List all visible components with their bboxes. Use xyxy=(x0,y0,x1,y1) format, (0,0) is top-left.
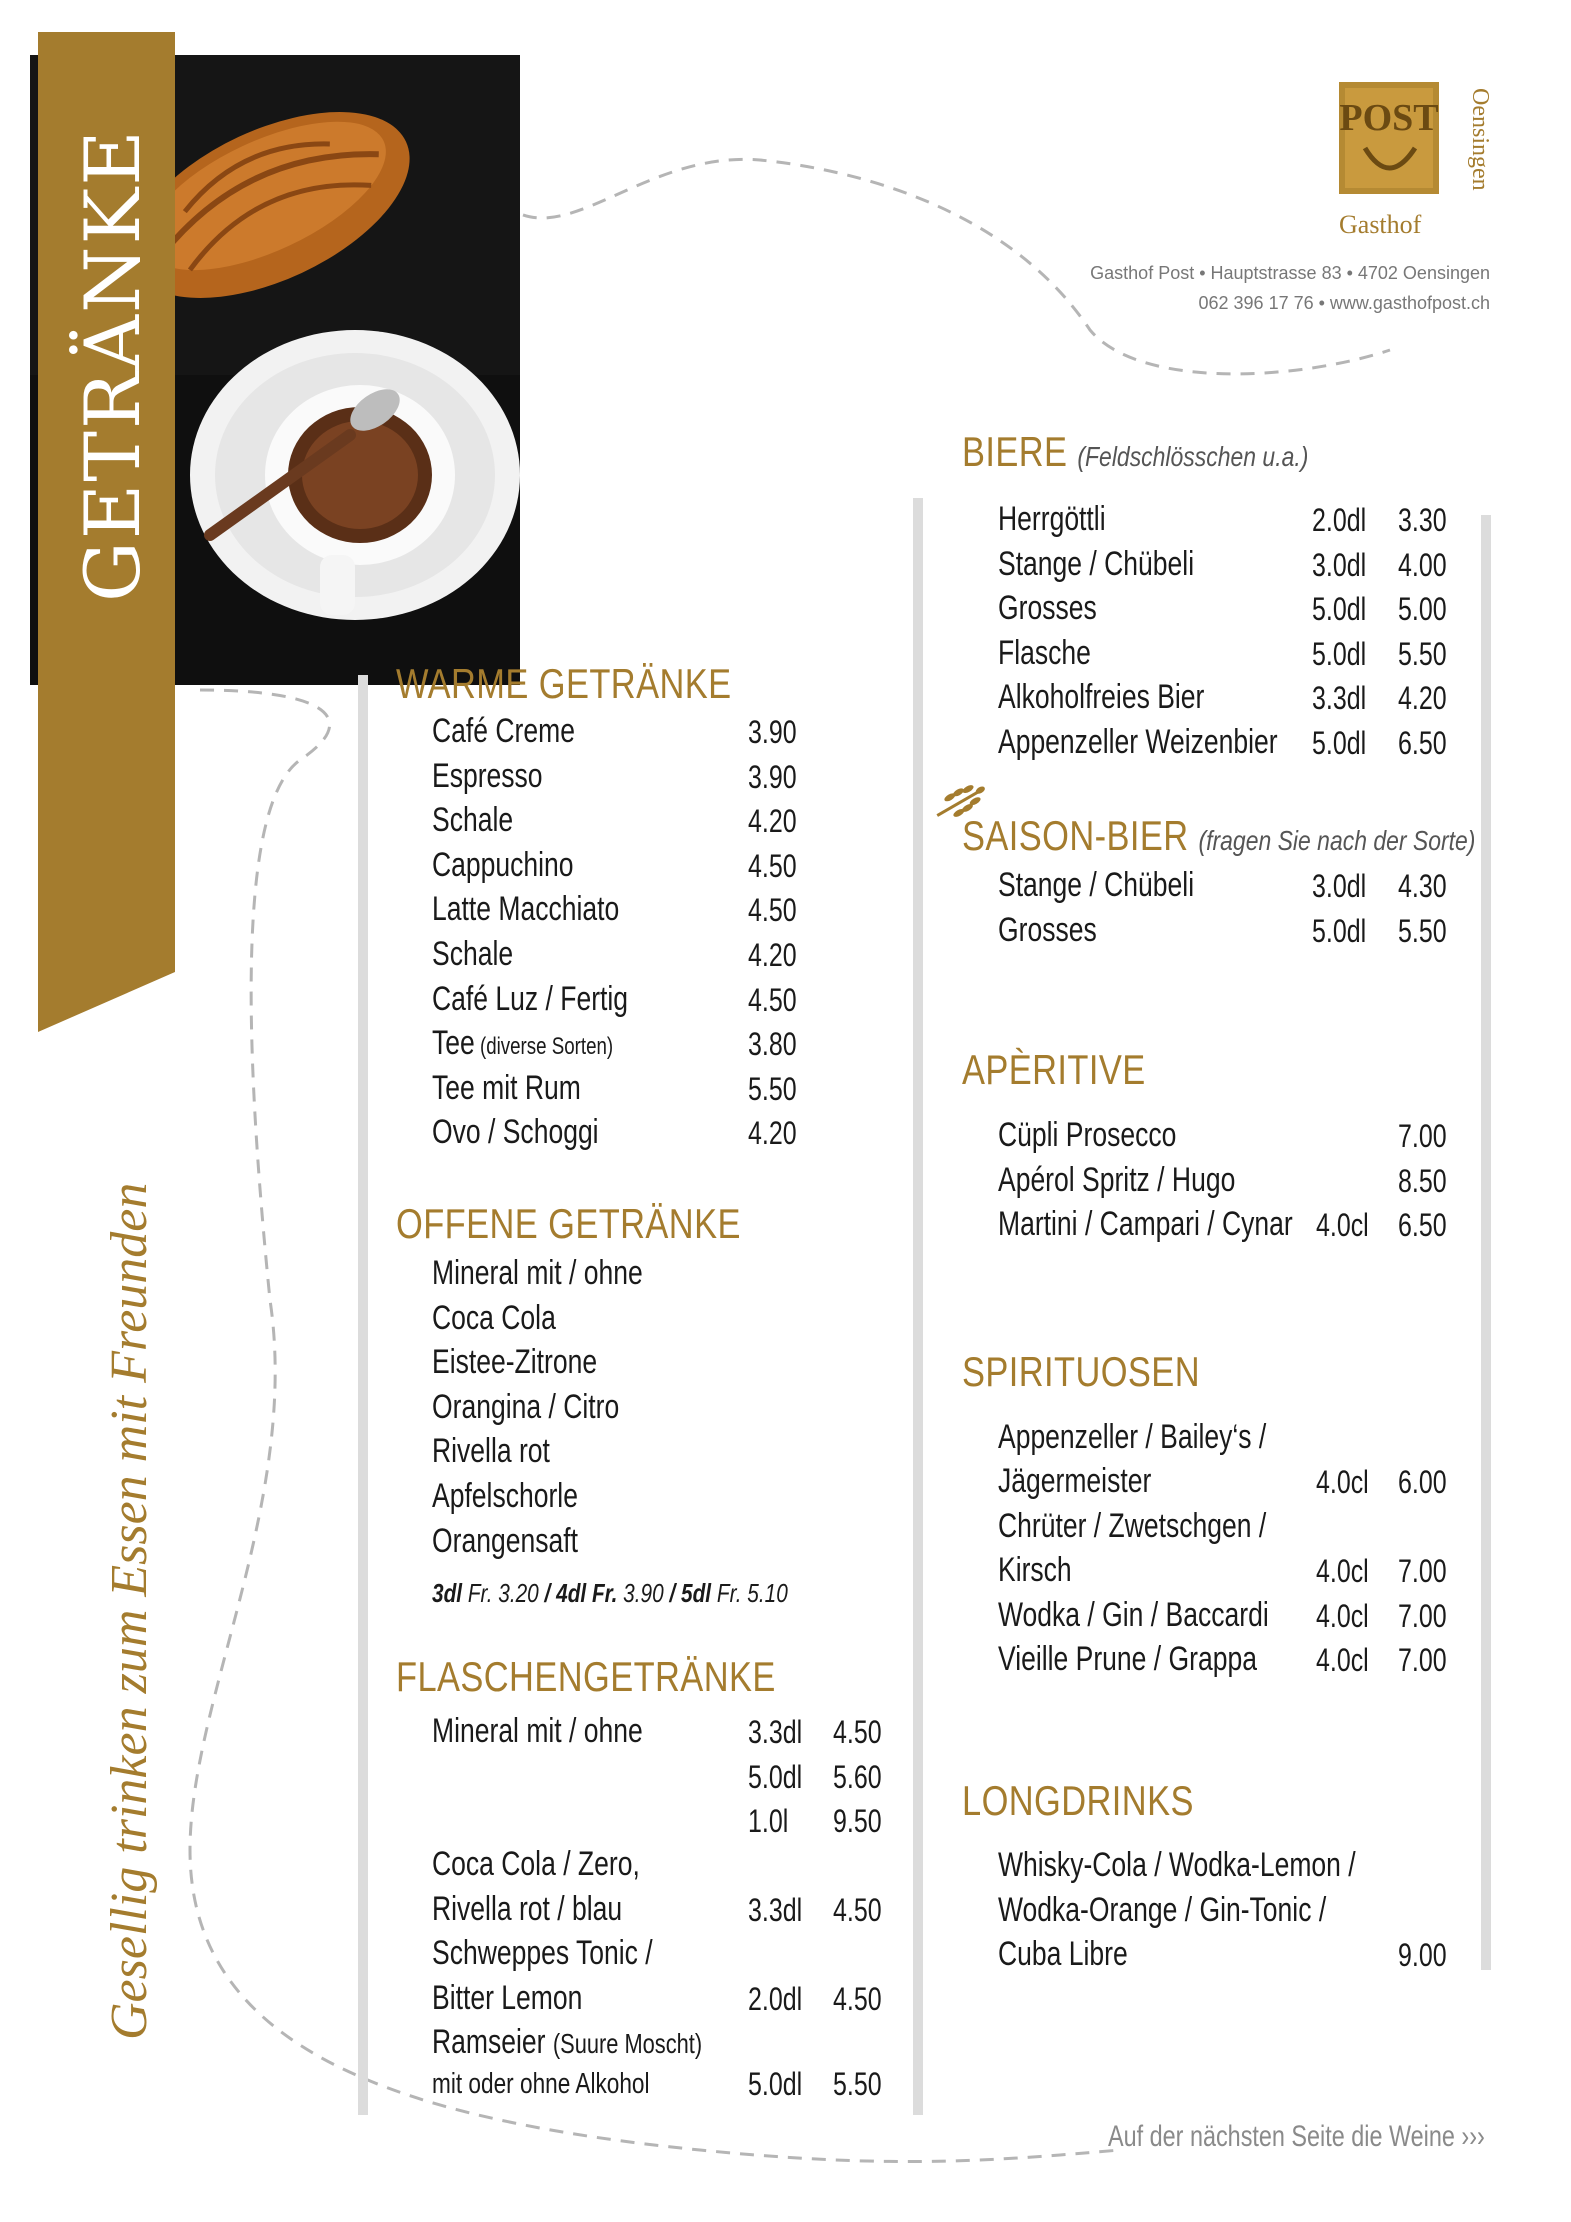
menu-item-qty: 2.0dl xyxy=(1312,502,1367,538)
menu-item-price: 5.50 xyxy=(1398,912,1447,949)
menu-item-qty: 4.0cl xyxy=(1316,1553,1369,1589)
banner-title: GETRÄNKE xyxy=(68,128,157,602)
section-title-biere: BIERE (Feldschlösschen u.a.) xyxy=(962,428,1309,475)
menu-item-name: Ramseier (Suure Moscht) xyxy=(432,2023,703,2061)
menu-item-name: Appenzeller / Bailey‘s / xyxy=(998,1418,1267,1456)
menu-item-qty: 4.0cl xyxy=(1316,1207,1369,1244)
menu-item-name: Flasche xyxy=(998,633,1091,672)
menu-item-name: Stange / Chübeli xyxy=(998,866,1195,904)
menu-item-qty: 1.0l xyxy=(748,1803,789,1840)
menu-item-name: Schweppes Tonic / xyxy=(432,1934,653,1972)
menu-item-name: Schale xyxy=(432,801,514,840)
menu-item-name: Orangensaft xyxy=(432,1521,578,1560)
menu-item-name: Wodka / Gin / Baccardi xyxy=(998,1596,1269,1634)
menu-item-price: 4.20 xyxy=(748,1115,797,1152)
section-title-flaschen: FLASCHENGETRÄNKE xyxy=(396,1653,776,1700)
menu-item-name: Orangina / Citro xyxy=(432,1387,620,1426)
section-title-offene: OFFENE GETRÄNKE xyxy=(396,1200,741,1247)
menu-item-price: 3.90 xyxy=(748,758,797,795)
menu-item-price: 7.00 xyxy=(1398,1118,1447,1154)
menu-item-name: Wodka-Orange / Gin-Tonic / xyxy=(998,1891,1327,1929)
right-column-rule-right xyxy=(1481,515,1491,1970)
menu-item-name: Martini / Campari / Cynar xyxy=(998,1205,1293,1244)
menu-item-name: Rivella rot / blau xyxy=(432,1890,623,1928)
menu-item-qty: 5.0dl xyxy=(1312,591,1367,628)
menu-item-qty: 4.0cl xyxy=(1316,1464,1369,1500)
section-title-spirituosen: SPIRITUOSEN xyxy=(962,1348,1200,1395)
menu-item-name: Schale xyxy=(432,935,514,973)
next-page-hint[interactable]: Auf der nächsten Seite die Weine ››› xyxy=(1108,2120,1485,2153)
menu-item-price: 5.50 xyxy=(1398,635,1447,672)
menu-item-price: 4.50 xyxy=(748,892,797,929)
menu-item-qty: 3.0dl xyxy=(1312,868,1367,904)
menu-item-price: 4.50 xyxy=(833,1892,882,1928)
section-title-longdrinks: LONGDRINKS xyxy=(962,1777,1194,1824)
contact-line: 062 396 17 76 • www.gasthofpost.ch xyxy=(1198,293,1490,313)
menu-item-price: 4.20 xyxy=(1398,680,1447,717)
menu-item-name: Jägermeister xyxy=(998,1462,1152,1500)
menu-item-price: 6.00 xyxy=(1398,1464,1447,1500)
menu-item-qty: 5.0dl xyxy=(748,2066,803,2102)
menu-item-price: 6.50 xyxy=(1398,1207,1447,1244)
menu-item-price: 7.00 xyxy=(1398,1553,1447,1589)
menu-item-price: 3.30 xyxy=(1398,502,1447,538)
menu-item-name: Cüpli Prosecco xyxy=(998,1116,1177,1154)
menu-item-name: Mineral mit / ohne xyxy=(432,1712,643,1750)
menu-item-name: Bitter Lemon xyxy=(432,1979,583,2017)
menu-item-name: Herrgöttli xyxy=(998,500,1106,538)
menu-item-name: Apfelschorle xyxy=(432,1477,578,1515)
section-title-saison: SAISON-BIER (fragen Sie nach der Sorte) xyxy=(962,812,1476,859)
menu-item-name: Latte Macchiato xyxy=(432,890,620,929)
menu-item-price: 9.00 xyxy=(1398,1937,1447,1973)
menu-item-name: Café Luz / Fertig xyxy=(432,979,629,1018)
menu-item-price: 8.50 xyxy=(1398,1162,1447,1199)
menu-item-qty: 3.3dl xyxy=(748,1892,803,1928)
menu-item-name: Whisky-Cola / Wodka-Lemon / xyxy=(998,1846,1356,1884)
menu-item-price: 5.50 xyxy=(748,1070,797,1107)
menu-item-qty: 3.3dl xyxy=(1312,680,1367,717)
gasthof-post-logo xyxy=(1335,78,1493,239)
logo-place: Oensingen xyxy=(1467,88,1493,191)
menu-item-name: Ovo / Schoggi xyxy=(432,1113,599,1152)
menu-item-price: 5.50 xyxy=(833,2066,882,2102)
menu-item-name: Kirsch xyxy=(998,1551,1072,1589)
menu-item-name: Apérol Spritz / Hugo xyxy=(998,1160,1236,1199)
menu-item-name: Coca Cola / Zero, xyxy=(432,1845,640,1883)
menu-item-price: 7.00 xyxy=(1398,1642,1447,1678)
menu-item-name: Vieille Prune / Grappa xyxy=(998,1640,1257,1678)
menu-item-price: 4.50 xyxy=(833,1714,882,1750)
menu-item-qty: 5.0dl xyxy=(748,1758,803,1795)
menu-item-name: Appenzeller Weizenbier xyxy=(998,723,1278,761)
menu-item-qty: 5.0dl xyxy=(1312,912,1367,949)
menu-item-qty: 4.0cl xyxy=(1316,1598,1369,1634)
menu-item-qty: 4.0cl xyxy=(1316,1642,1369,1678)
menu-item-price: 4.50 xyxy=(748,847,797,884)
menu-item-name: Café Creme xyxy=(432,712,575,750)
address-block xyxy=(1040,258,1490,318)
menu-item-name: Espresso xyxy=(432,756,543,795)
menu-item-price: 6.50 xyxy=(1398,725,1447,761)
menu-item-qty: 5.0dl xyxy=(1312,635,1367,672)
menu-item-name: Cappuchino xyxy=(432,845,574,884)
left-column-rule xyxy=(358,675,368,2115)
menu-item-price: 3.90 xyxy=(748,714,797,750)
banner-title-wrap xyxy=(68,62,157,602)
logo-mark: POST xyxy=(1339,97,1439,139)
menu-item-name: Tee mit Rum xyxy=(432,1068,581,1107)
menu-item-name: Grosses xyxy=(998,589,1097,628)
menu-item-price: 7.00 xyxy=(1398,1598,1447,1634)
menu-item-name: Tee (diverse Sorten) xyxy=(432,1024,614,1063)
menu-item-price: 4.20 xyxy=(748,937,797,973)
menu-item-name: Cuba Libre xyxy=(998,1935,1128,1973)
menu-item-price: 4.50 xyxy=(748,981,797,1018)
section-title-aperitive: APÈRITIVE xyxy=(962,1046,1146,1093)
menu-item-name: Rivella rot xyxy=(432,1432,550,1471)
menu-item-qty: 3.3dl xyxy=(748,1714,803,1750)
menu-item-name: Chrüter / Zwetschgen / xyxy=(998,1507,1267,1545)
menu-item-price: 9.50 xyxy=(833,1803,882,1840)
menu-item-price: 3.80 xyxy=(748,1026,797,1063)
menu-item-price: 4.00 xyxy=(1398,546,1447,583)
logo-name: Gasthof xyxy=(1339,210,1422,239)
menu-item-qty: 3.0dl xyxy=(1312,546,1367,583)
address-line: Gasthof Post • Hauptstrasse 83 • 4702 Oensingen xyxy=(1090,263,1490,283)
menu-item-price: 5.60 xyxy=(833,1758,882,1795)
menu-item-price: 5.00 xyxy=(1398,591,1447,628)
slogan: Gesellig trinken zum Essen mit Freunden xyxy=(101,1182,158,2040)
menu-item-name: Mineral mit / ohne xyxy=(432,1254,643,1292)
menu-item-price: 4.50 xyxy=(833,1981,882,2017)
menu-item-name: Stange / Chübeli xyxy=(998,544,1195,583)
menu-item-name: Alkoholfreies Bier xyxy=(998,678,1205,717)
menu-item-name: Coca Cola xyxy=(432,1298,556,1337)
right-column-rule-left xyxy=(913,498,923,2115)
menu-item-price: 4.20 xyxy=(748,803,797,840)
menu-item-name: mit oder ohne Alkohol xyxy=(432,2068,650,2100)
menu-item-qty: 2.0dl xyxy=(748,1981,803,2017)
menu-item-name: Eistee-Zitrone xyxy=(432,1343,598,1382)
chevron-right-icon: ››› xyxy=(1461,2120,1485,2153)
menu-item-name: Grosses xyxy=(998,910,1097,949)
menu-item-qty: 5.0dl xyxy=(1312,725,1367,761)
menu-item-price: 4.30 xyxy=(1398,868,1447,904)
section-title-warme: WARME GETRÄNKE xyxy=(396,660,732,707)
offene-prices: 3dl Fr. 3.20 / 4dl Fr. 3.90 / 5dl Fr. 5.10 xyxy=(432,1578,788,1608)
